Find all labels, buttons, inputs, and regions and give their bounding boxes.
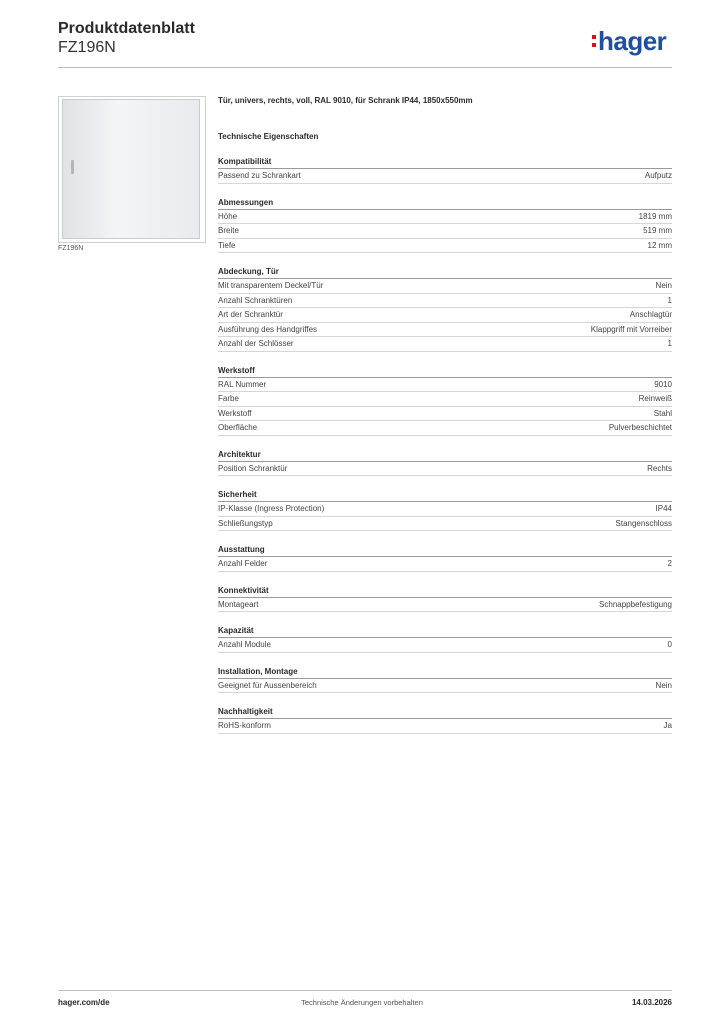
section-title: Konnektivität [218,585,672,598]
spec-row [218,598,672,613]
product-description: Tür, univers, rechts, voll, RAL 9010, für Schrank IP44, 1850x550mm [218,96,473,105]
spec-value: 9010 [654,379,672,389]
spec-row [218,638,672,653]
spec-label: RoHS-konform [218,721,271,730]
product-image [58,96,206,243]
spec-row [218,323,672,338]
spec-row [218,239,672,254]
spec-row [218,462,672,477]
spec-value: Rechts [647,463,672,473]
spec-label: Montageart [218,599,259,609]
spec-section [218,544,672,572]
spec-label: Anzahl Felder [218,559,268,568]
product-content [218,95,672,734]
spec-label: Position Schranktür [218,463,288,473]
spec-value: Schnappbefestigung [599,599,672,609]
section-title: Abmessungen [218,197,672,210]
header-divider [58,67,672,68]
spec-section [218,666,672,694]
spec-row [218,517,672,532]
spec-value: 1 [667,295,672,305]
spec-value: Klappgriff mit Vorreiber [590,324,672,334]
spec-section [218,625,672,653]
footer-note: Technische Änderungen vorbehalten [301,998,423,1007]
door-image [62,99,200,239]
spec-section [218,266,672,352]
footer-date: 14.03.2026 [631,998,672,1007]
spec-value: 1 [667,339,672,348]
spec-row [218,421,672,436]
spec-row [218,378,672,393]
spec-label: Passend zu Schrankart [218,171,301,180]
spec-value: Ja [663,721,672,730]
door-handle-icon [71,160,74,174]
section-title: Werkstoff [218,365,672,378]
spec-section [218,585,672,613]
spec-label: RAL Nummer [218,379,267,389]
spec-label: Mit transparentem Deckel/Tür [218,281,324,290]
section-title: Sicherheit [218,489,672,502]
spec-row [218,557,672,572]
spec-label: Tiefe [218,240,236,250]
spec-section [218,365,672,436]
spec-label: Höhe [218,211,238,221]
section-title: Installation, Montage [218,666,672,679]
spec-value: Anschlagtür [629,310,672,319]
spec-value: IP44 [655,504,672,513]
product-code: FZ196N [58,39,116,56]
spec-row [218,169,672,184]
section-title: Kapazität [218,625,672,638]
spec-value: Nein [655,281,672,290]
spec-label: Ausführung des Handgriffes [218,324,318,334]
spec-value: 519 mm [643,226,672,235]
spec-row [218,407,672,422]
spec-row [218,679,672,694]
spec-label: Schließungstyp [218,518,273,528]
spec-row [218,224,672,239]
spec-row [218,337,672,352]
spec-sections [218,156,672,734]
spec-value: 2 [667,559,672,568]
spec-label: Anzahl der Schlösser [218,339,294,348]
spec-section [218,156,672,184]
spec-row [218,719,672,734]
spec-row [218,279,672,294]
image-caption: FZ196N [58,245,84,252]
spec-label: Breite [218,226,239,235]
spec-section [218,449,672,477]
spec-value: Stahl [653,408,672,418]
section-title: Abdeckung, Tür [218,266,672,279]
spec-section [218,706,672,734]
spec-section [218,489,672,531]
logo-text: hager [598,25,667,56]
spec-value: 0 [667,640,672,649]
footer-website[interactable]: hager.com/de [58,998,110,1007]
section-title: Ausstattung [218,544,672,557]
spec-label: Anzahl Module [218,640,271,649]
spec-label: Art der Schranktür [218,310,283,319]
spec-row [218,392,672,407]
page-title: Produktdatenblatt [58,20,195,37]
spec-value: Pulverbeschichtet [608,423,672,432]
spec-row [218,308,672,323]
spec-value: Aufputz [644,171,672,180]
spec-value: 1819 mm [638,211,672,221]
spec-row [218,294,672,309]
spec-row [218,502,672,517]
spec-label: Anzahl Schranktüren [218,295,293,305]
spec-label: Werkstoff [218,408,252,418]
section-title: Nachhaltigkeit [218,706,672,719]
spec-value: Nein [655,680,672,690]
spec-label: Geeignet für Aussenbereich [218,680,317,690]
spec-value: Reinweiß [638,394,672,403]
footer-divider [58,990,672,991]
spec-value: Stangenschloss [615,518,672,528]
spec-label: Oberfläche [218,423,258,432]
tech-heading: Technische Eigenschaften [218,132,319,141]
section-title: Architektur [218,449,672,462]
hager-logo [592,26,666,56]
spec-value: 12 mm [647,240,672,250]
section-title: Kompatibilität [218,156,672,169]
spec-row [218,210,672,225]
spec-label: Farbe [218,394,239,403]
logo-dots-icon [592,33,596,49]
spec-label: IP-Klasse (Ingress Protection) [218,504,325,513]
spec-section [218,197,672,254]
